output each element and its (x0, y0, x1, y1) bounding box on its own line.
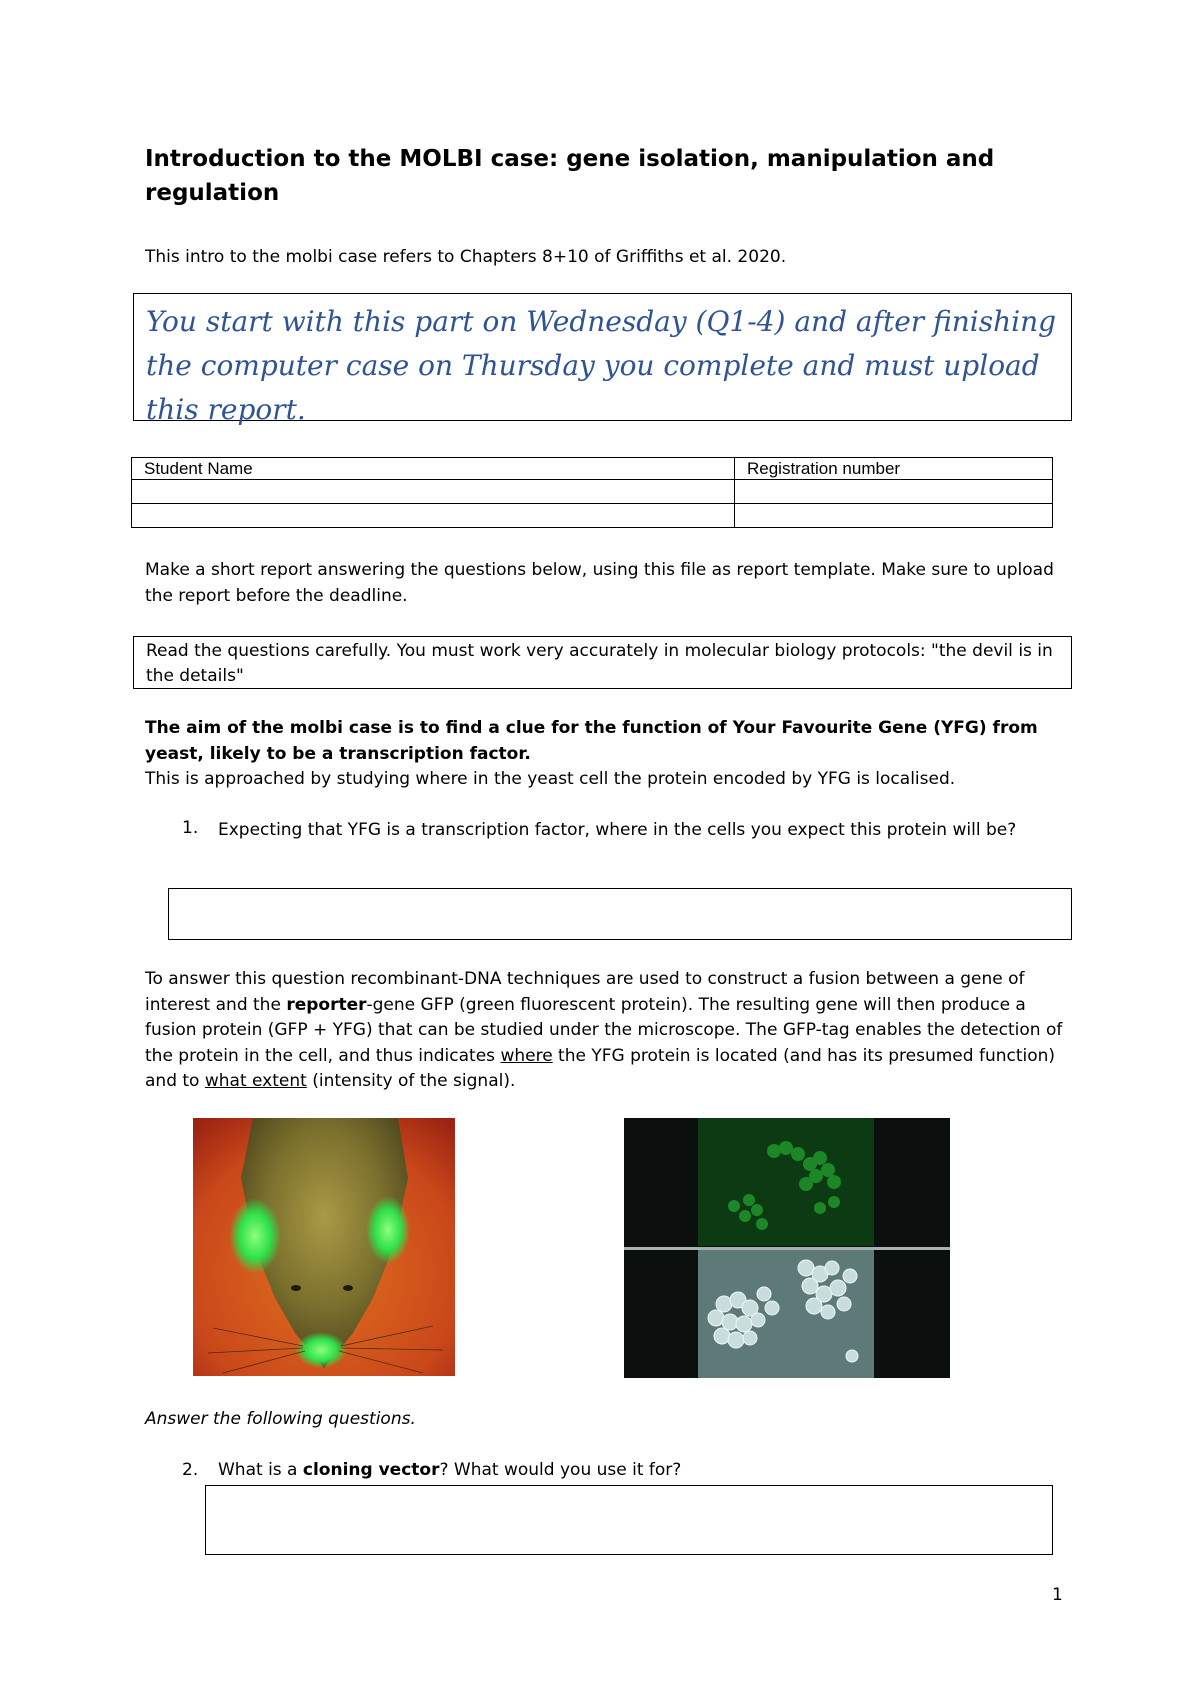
aim-bold-text: The aim of the molbi case is to find a clue for the function of Your Favourite Gene (YFG) from yeast, likely to be a transcription factor. (145, 718, 1038, 764)
table-header-row (132, 458, 1053, 480)
notice-text: You start with this part on Wednesday (Q1-4) and after finishing the computer case on Thursday you complete and must upload this report. (146, 305, 1057, 426)
student-name-cell[interactable] (132, 480, 735, 504)
registration-number-cell[interactable] (735, 504, 1053, 528)
question-1-number: 1. (182, 818, 199, 838)
gfp-text-2: -gene GFP (green fluorescent protein). The resulting gene will then produce a fusion protein (GFP + YFG) that can be studied under the microscope. The GFP-tag enables the detection of the protein in the cell, and thus indicates (145, 994, 1063, 1066)
student-name-cell[interactable] (132, 504, 735, 528)
question-2-answer-box[interactable] (205, 1485, 1053, 1555)
gfp-text-4: (intensity of the signal). (306, 1071, 516, 1091)
instructions-paragraph: Make a short report answering the questions below, using this file as report template. Make sure to upload the report before the deadline. (145, 560, 1054, 606)
question-2-text (218, 1460, 1058, 1480)
question-2-bold: cloning vector (302, 1460, 440, 1480)
gfp-text-1: To answer this question recombinant-DNA techniques are used to construct a fusion between a gene of interest and the (145, 969, 1025, 1015)
notice-box (133, 293, 1072, 426)
registration-number-cell[interactable] (735, 480, 1053, 504)
table-row (132, 504, 1053, 528)
question-2-post: ? What would you use it for? (439, 1460, 682, 1480)
read-carefully-text: Read the questions carefully. You must work very accurately in molecular biology protocols: "the devil is in the details" (146, 641, 1053, 686)
gfp-yeast-microscopy-image (624, 1118, 950, 1378)
registration-number-header: Registration number (735, 458, 1053, 480)
gfp-reporter-bold: reporter (286, 994, 367, 1015)
question-2-number: 2. (182, 1460, 199, 1480)
student-info-table (131, 457, 1053, 528)
gfp-where-underlined: where (500, 1045, 553, 1066)
gfp-paragraph (145, 967, 1065, 1095)
page-number: 1 (1052, 1585, 1063, 1605)
question-2-pre: What is a (218, 1460, 303, 1480)
read-carefully-box (133, 636, 1072, 689)
document-title: Introduction to the MOLBI case: gene isolation, manipulation and regulation (145, 146, 995, 206)
aim-normal-text: This is approached by studying where in the yeast cell the protein encoded by YFG is localised. (145, 769, 956, 789)
gfp-mouse-image (193, 1118, 455, 1376)
gfp-extent-underlined: what extent (204, 1071, 307, 1091)
answer-prompt: Answer the following questions. (145, 1409, 416, 1429)
intro-text: This intro to the molbi case refers to Chapters 8+10 of Griffiths et al. 2020. (145, 247, 787, 267)
aim-paragraph (145, 716, 1065, 793)
gfp-text-3: the YFG protein is located (and has its presumed function) and to (145, 1045, 1056, 1091)
table-row (132, 480, 1053, 504)
question-1-text: Expecting that YFG is a transcription factor, where in the cells you expect this protein will be? (218, 820, 1017, 840)
question-1-answer-box[interactable] (168, 888, 1072, 940)
student-name-header: Student Name (132, 458, 735, 480)
